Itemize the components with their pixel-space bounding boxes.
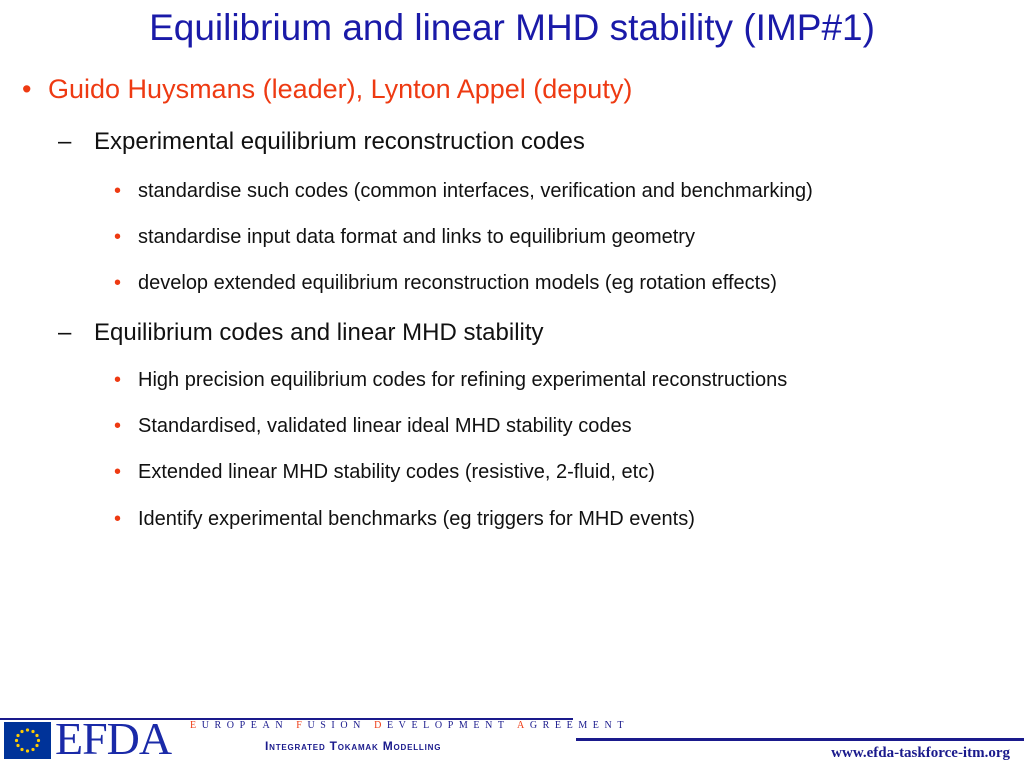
word-initial: E: [190, 720, 202, 731]
word-initial: F: [296, 720, 308, 731]
point-text: standardise such codes (common interfaces, verification and benchmarking): [138, 180, 813, 202]
point-text: High precision equilibrium codes for refining experimental reconstructions: [138, 369, 788, 391]
point-text: Standardised, validated linear ideal MHD stability codes: [138, 415, 632, 437]
bullet-text: Guido Huysmans (leader), Lynton Appel (deputy): [48, 74, 633, 104]
subitem-text: Experimental equilibrium reconstruction codes: [94, 128, 585, 155]
word-rest: USION: [307, 720, 366, 731]
point-text: develop extended equilibrium reconstruction models (eg rotation effects): [138, 272, 777, 294]
website-link[interactable]: www.efda-taskforce-itm.org: [831, 745, 1010, 761]
subitem-text: Equilibrium codes and linear MHD stability: [94, 319, 544, 346]
point-text: Identify experimental benchmarks (eg triggers for MHD events): [138, 508, 695, 530]
word-rest: UROPEAN: [201, 720, 289, 731]
point-marker: •: [114, 226, 122, 248]
word-initial: A: [516, 720, 530, 731]
point-marker: •: [114, 180, 122, 202]
point-text: Extended linear MHD stability codes (resistive, 2-fluid, etc): [138, 461, 655, 483]
bullet-marker: •: [22, 74, 32, 104]
word-rest: GREEMENT: [529, 720, 630, 731]
dash-marker: –: [58, 319, 72, 346]
point-marker: •: [114, 415, 122, 437]
eu-flag-icon: [4, 722, 51, 759]
word-rest: EVELOPMENT: [386, 720, 510, 731]
point-marker: •: [114, 369, 122, 391]
program-label: Integrated Tokamak Modelling: [265, 739, 442, 753]
point-marker: •: [114, 272, 122, 294]
point-text: standardise input data format and links to equilibrium geometry: [138, 226, 695, 248]
efda-logo: EFDA: [55, 713, 172, 764]
dash-marker: –: [58, 128, 72, 155]
footer-rule-right: [576, 738, 1024, 741]
point-marker: •: [114, 461, 122, 483]
efda-agreement-line: [190, 720, 629, 731]
point-marker: •: [114, 508, 122, 530]
word-initial: D: [374, 720, 387, 731]
slide-title: Equilibrium and linear MHD stability (IMP#1): [149, 7, 875, 48]
